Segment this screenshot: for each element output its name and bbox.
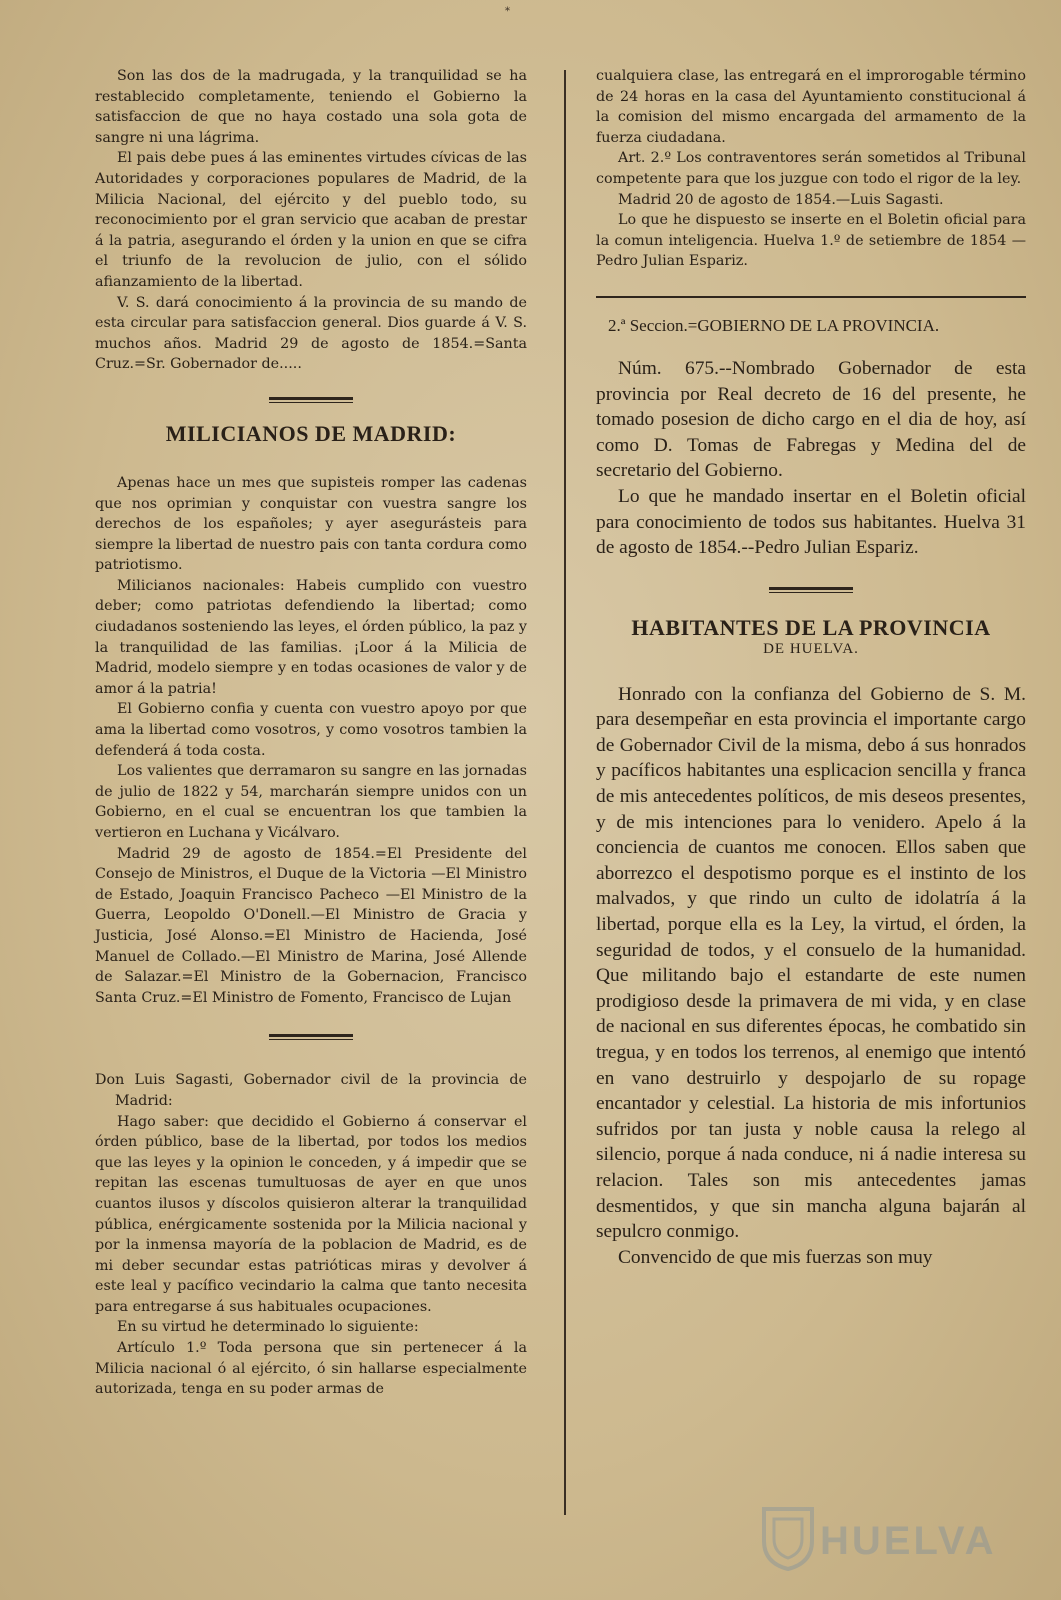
watermark-text: HUELVA: [820, 1519, 997, 1563]
page-mark: *: [505, 6, 510, 17]
milicianos-paragraph-1: Apenas hace un mes que supisteis romper las cadenas que nos oprimian y conquistar con vuestra sangre los derechos de los españoles; y ayer asegurásteis para siempre la libertad de nuestro pais con tanta cordura como patriotismo.: [95, 474, 527, 574]
sagasti-decree: Hago saber: que decidido el Gobierno á conservar el órden público, base de la libertad, por todos los medios que las leyes y la opinion le conceden, y á impedir que se repitan las escenas tumultuosas de ayer en que unos cuantos ilusos y díscolos quisieron alterar la tranquilidad pública, enérgicamente sostenida por la Milicia nacional y por la inmensa mayoría de la poblacion de Madrid, es de mi deber secundar estas patrióticas miras y devolver á este leal y pacífico vecindario la calma que tanto necesita para entregarse á sus habituales ocupaciones.: [95, 1113, 527, 1315]
column-rule: [564, 70, 566, 1515]
article-2: Art. 2.º Los contraventores serán sometidos al Tribunal competente para que los juzgue con todo el rigor de la ley.: [596, 150, 1026, 187]
sagasti-signature: Madrid 20 de agosto de 1854.—Luis Sagasti.: [618, 191, 944, 208]
habitantes-subhead: DE HUELVA.: [763, 640, 859, 657]
sagasti-determination: En su virtud he determinado lo siguiente:: [117, 1319, 419, 1336]
coat-of-arms-icon: [760, 1505, 816, 1571]
circular-closing-paragraph: Son las dos de la madrugada, y la tranquilidad se ha restablecido completamente, teniendo el Gobierno la satisfaccion de que no haya costado una sola gota de sangre ni una lágrima.: [95, 68, 527, 146]
milicianos-paragraph-3: El Gobierno confia y cuenta con vuestro apoyo por que ama la libertad como vosotros, y como vosotros tambien la defenderá á toda costa.: [95, 701, 527, 759]
sagasti-article-1: Artículo 1.º Toda persona que sin pertenecer á la Milicia nacional ó al ejército, ó sin hallarse especialmente autorizada, tenga en su poder armas de: [95, 1340, 527, 1398]
sagasti-heading: Don Luis Sagasti, Gobernador civil de la provincia de Madrid:: [95, 1072, 527, 1109]
left-column: [95, 66, 527, 1400]
huelva-watermark: [760, 1505, 997, 1575]
espariz-insert-note: Lo que he dispuesto se inserte en el Boletin oficial para la comun inteligencia. Huelva 1.º de setiembre de 1854 —Pedro Julian Espariz.: [596, 212, 1026, 270]
habitantes-paragraph-1: Honrado con la confianza del Gobierno de S. M. para desempeñar en esta provincia el importante cargo de Gobernador Civil de la misma, debo á sus honrados y pacíficos habitantes una esplicacion sencilla y franca de mis antecedentes políticos, de mis deseos presentes, y de mis intenciones para lo venidero. Apelo á la conciencia de cuantos me conocen. Ellos saben que aborrezco el despotismo porque es el instinto de los malvados, y que rindo un culto de idolatría á la libertad, porque ella es la Ley, la virtud, el órden, la seguridad de todos, y el consuelo de la humanidad. Que militando bajo el estandarte de este numen prodigioso desde la primavera de mi vida, y en clase de nacional en sus diferentes épocas, he combatido sin tregua, y en todos los terrenos, al enemigo que intentó en vano destruirlo y despojarlo de su ropage encantador y celestial. La historia de mis infortunios sufridos por tan justa y noble causa la relego al silencio, porque á nada conduce, ni á nadie interesa su relacion. Tales son mis antecedentes jamas desmentidos, y que sin mancha alguna bajarán al sepulcro conmigo.: [596, 683, 1026, 1243]
circular-gratitude-paragraph: El pais debe pues á las eminentes virtudes cívicas de las Autoridades y corporaciones populares de Madrid, de la Milicia Nacional, del ejército y del pueblo todo, su reconocimiento por el gran servicio que acaban de prestar á la patria, asegurando el órden y la union en que se cifra el triunfo de la revolucion de julio, con el sólido afianzamiento de la libertad.: [95, 150, 527, 290]
appointment-notice: Núm. 675.--Nombrado Gobernador de esta provincia por Real decreto de 16 del presente, he tomado posesion de dicho cargo en el dia de hoy, así como D. Tomas de Fabregas y Medina del de secretario del Gobierno.: [596, 357, 1026, 482]
article-1-continuation: cualquiera clase, las entregará en el improrogable término de 24 horas en la casa del Ayuntamiento constitucional á la comision del mismo encargada del armamento de la fuerza ciudadana.: [596, 68, 1026, 146]
section-title: 2.ª Seccion.=GOBIERNO DE LA PROVINCIA.: [608, 315, 940, 335]
milicianos-paragraph-2: Milicianos nacionales: Habeis cumplido con vuestro deber; como patriotas defendiendo la libertad; como ciudadanos sosteniendo las leyes, el órden público, la paz y la tranquilidad de las familias. ¡Loor á la Milicia de Madrid, modelo siempre y en todas ocasiones de valor y de amor á la patria!: [95, 577, 527, 697]
habitantes-paragraph-2: Convencido de que mis fuerzas son muy: [618, 1246, 933, 1268]
right-column: [596, 66, 1026, 1270]
milicianos-paragraph-4: Los valientes que derramaron su sangre en las jornadas de julio de 1822 y 54, marcharán siempre unidos con un Gobierno, en el cual se encuentran los que tambien la vertieron en Luchana y Vicálvaro.: [95, 763, 527, 841]
ministers-signatures: Madrid 29 de agosto de 1854.=El Presidente del Consejo de Ministros, el Duque de la Victoria —El Ministro de Estado, Joaquin Francisco Pacheco —El Ministro de la Guerra, Leopoldo O'Donell.—El Ministro de Gracia y Justicia, José Alonso.=El Ministro de Hacienda, José Manuel de Collado.—El Ministro de Marina, José Allende de Salazar.=El Ministro de la Gobernacion, Francisco Santa Cruz.=El Ministro de Fomento, Francisco de Lujan: [95, 845, 527, 1006]
appointment-insert-note: Lo que he mandado insertar en el Boletin oficial para conocimiento de todos sus habitantes. Huelva 31 de agosto de 1854.--Pedro Julian Espariz.: [596, 485, 1026, 559]
circular-signature-paragraph: V. S. dará conocimiento á la provincia de su mando de esta circular para satisfaccion general. Dios guarde á V. S. muchos años. Madrid 29 de agosto de 1854.=Santa Cruz.=Sr. Gobernador de.....: [95, 294, 527, 373]
milicianos-headline: MILICIANOS DE MADRID:: [165, 420, 457, 446]
habitantes-headline: HABITANTES DE LA PROVINCIA: [631, 614, 991, 640]
